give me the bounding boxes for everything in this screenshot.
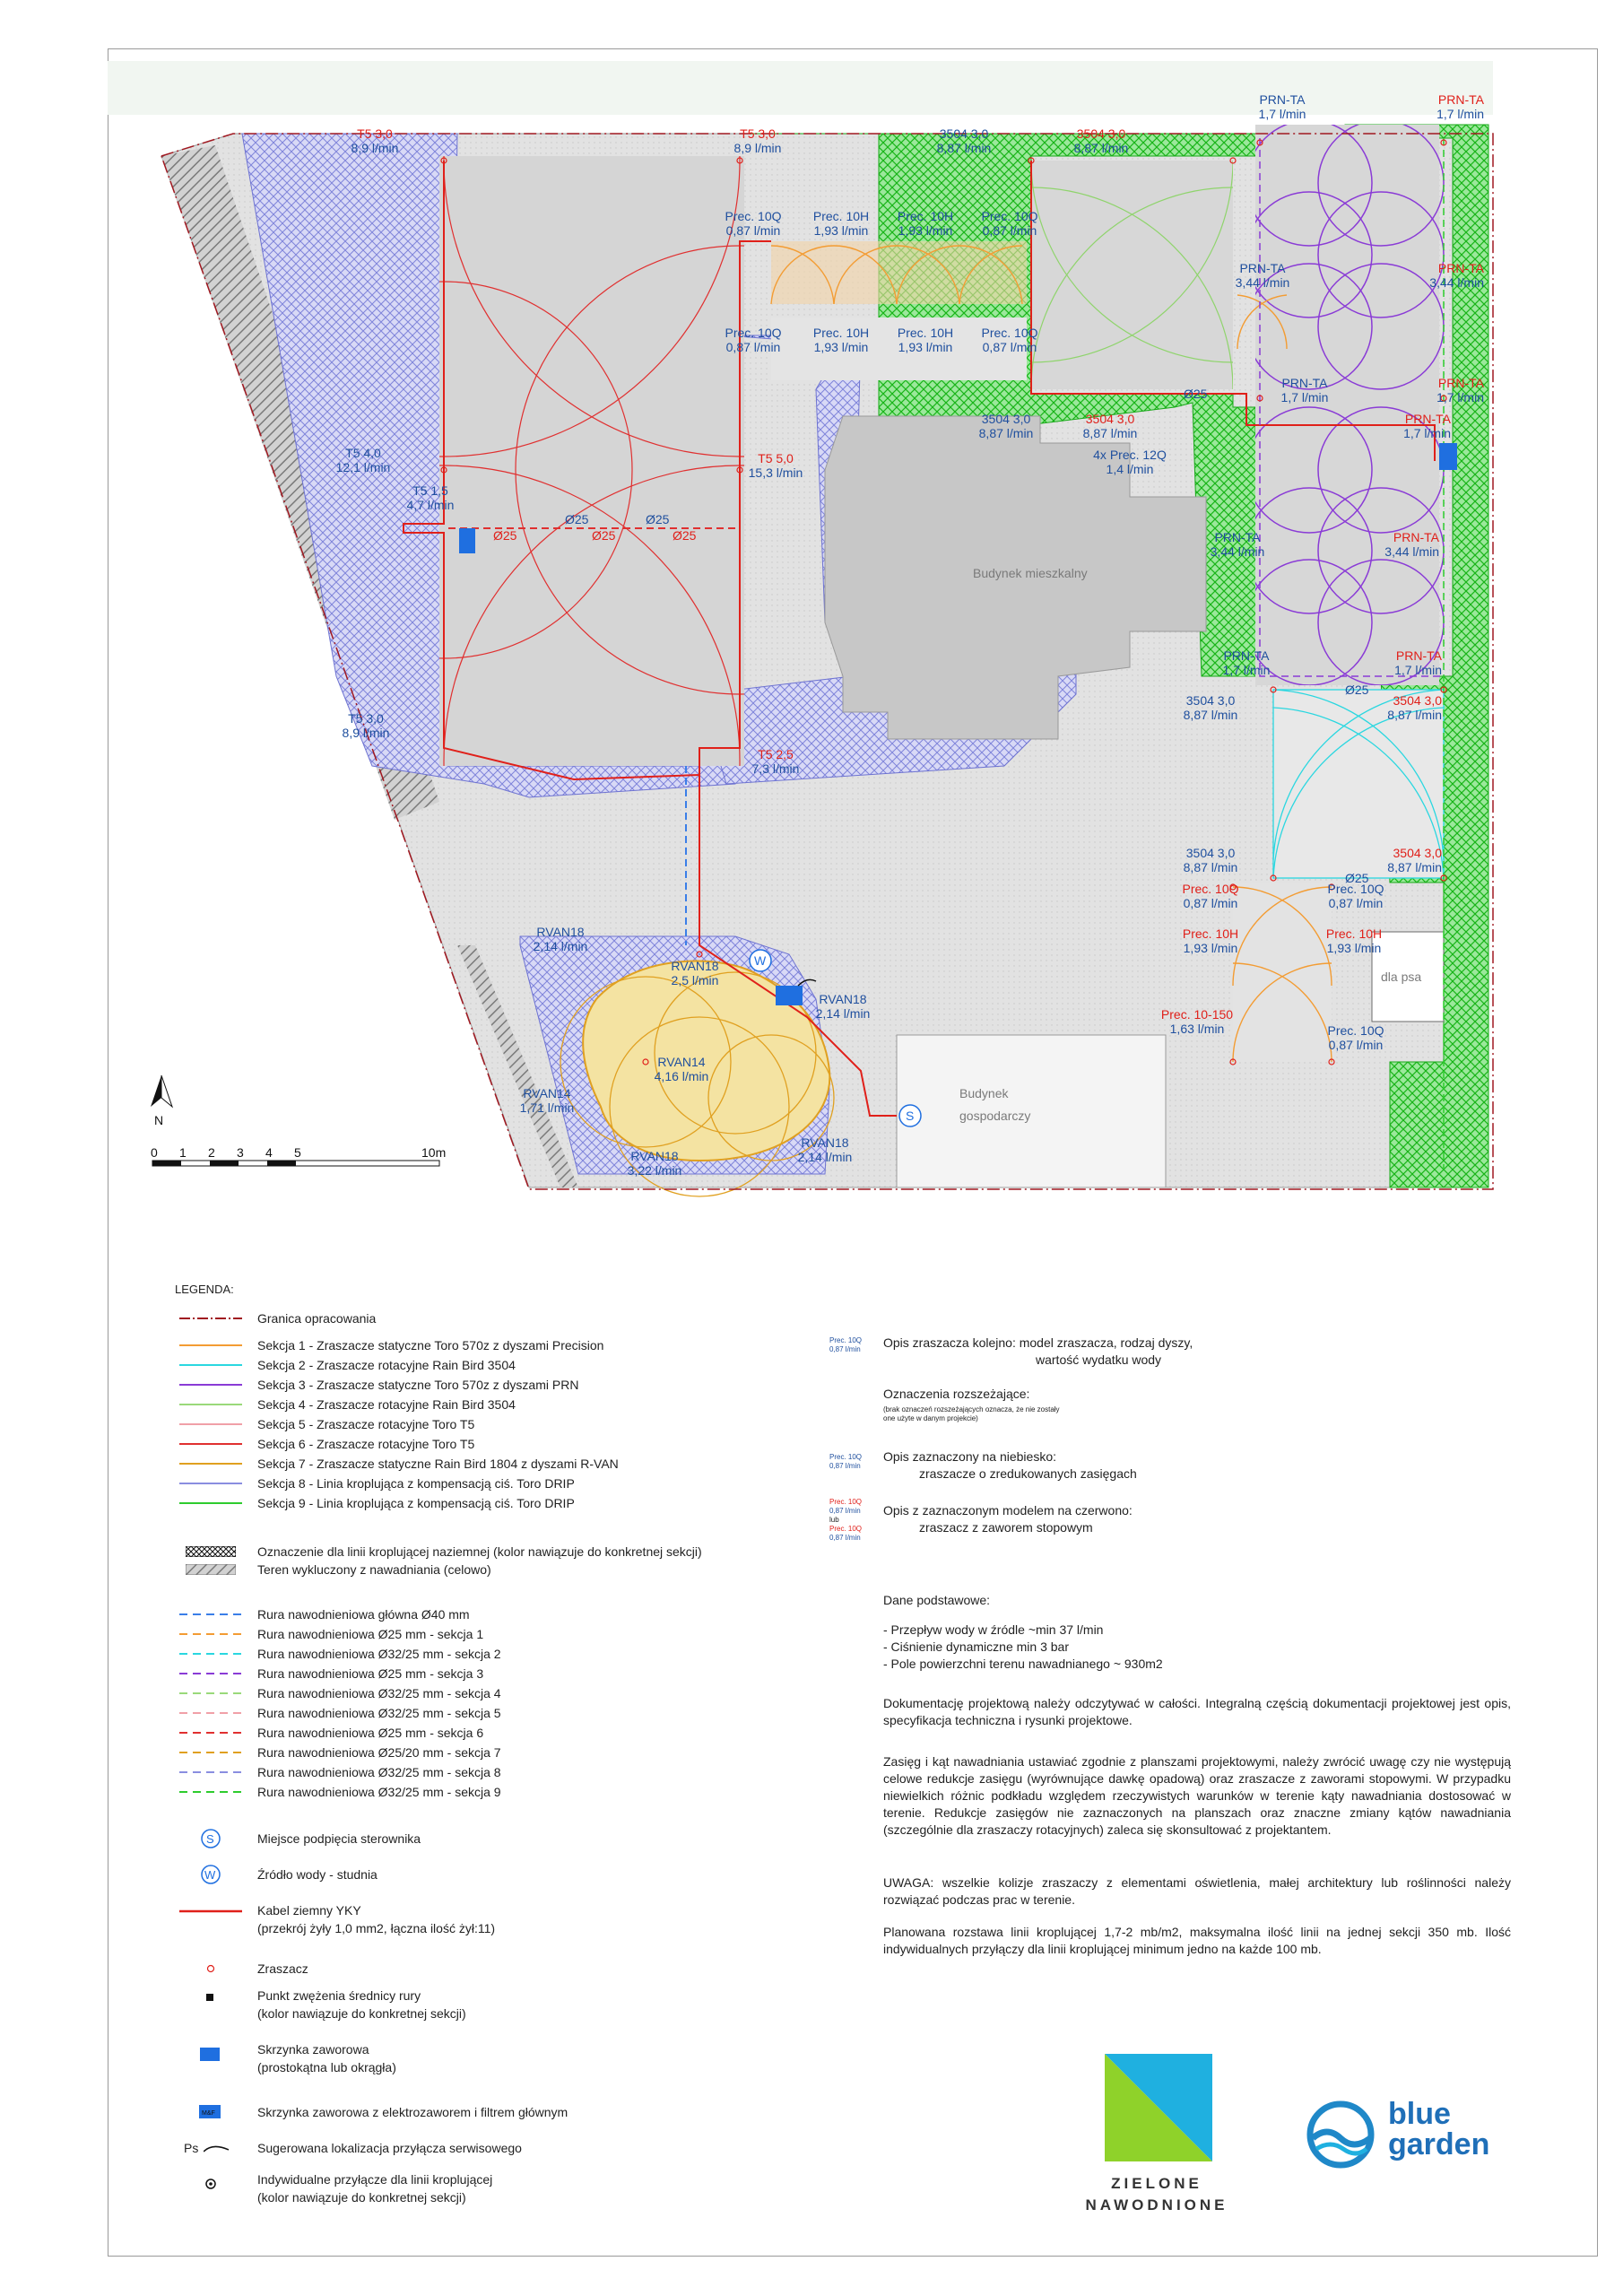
sprinkler-label: 1,93 l/min [898,340,953,354]
logo-blue-garden: blue garden [1300,2099,1489,2170]
sprinkler-label: 8,87 l/min [1073,141,1129,155]
sprinkler-label: 8,87 l/min [1082,426,1138,440]
legend-valvebox-main: M&F Skrzynka zaworowa z elektrozaworem i filtrem głównym [175,2103,568,2121]
lawn-main [439,156,744,766]
legend-pipe-9: Rura nawodnieniowa Ø32/25 mm - sekcja 8 [257,1765,501,1779]
sprinkler-label: Prec. 10Q [981,326,1038,340]
blue-desc: Opis zaznaczony na niebiesko: zraszacze o zredukowanych zasięgach [883,1449,1137,1481]
legend-pipe-2: Rura nawodnieniowa Ø25 mm - sekcja 1 [257,1627,484,1641]
sprinkler-label: 1,71 l/min [519,1100,575,1115]
sprinkler-label: RVAN18 [801,1135,849,1150]
svg-text:W: W [204,1868,216,1882]
sprinkler-label: Prec. 10Q [725,209,782,223]
sprinkler-label: 3504 3,0 [1076,126,1126,141]
svg-text:Ø25: Ø25 [1345,683,1369,697]
north-arrow [151,1075,172,1127]
svg-text:2: 2 [208,1145,215,1160]
legend-pipe-4: Rura nawodnieniowa Ø25 mm - sekcja 3 [257,1666,484,1681]
sprinkler-label: Prec. 10H [812,326,870,340]
sprinkler-label: T5 1,5 [412,483,448,498]
sprinkler-label: 8,87 l/min [1183,708,1238,722]
legend-pipe-8: Rura nawodnieniowa Ø25/20 mm - sekcja 7 [257,1745,501,1760]
sprinkler-label: 3,44 l/min [1429,275,1484,290]
house-label: Budynek mieszkalny [973,566,1088,580]
sprinkler-label: 3504 3,0 [1185,846,1236,860]
shed-label-1: Budynek [959,1086,1009,1100]
sprinkler-label: RVAN18 [671,959,719,973]
legend-area [108,1247,1596,2251]
sprinkler-label: 3,44 l/min [1235,275,1290,290]
dog-label: dla psa [1381,970,1422,984]
sprinkler-label: Prec. 10H [897,209,954,223]
legend-section-7: Sekcja 7 - Zraszacze statyczne Rain Bird 1804 z dyszami R-VAN [257,1457,619,1471]
legend-pipe-1: Rura nawodnieniowa główna Ø40 mm [257,1607,470,1622]
sprinkler-label: 1,7 l/min [1394,663,1442,677]
sprinkler-label: 1,7 l/min [1258,107,1306,121]
sprinkler-label: RVAN14 [523,1086,571,1100]
sprinkler-label: T5 3,0 [357,126,393,141]
logo-zielone-nawodnione: ZIELONE NAWODNIONE [1076,2054,1237,2214]
blue-sample: Prec. 10Q 0,87 l/min [829,1453,863,1470]
lawn-orange [1233,883,1332,1062]
para-4: Planowana rozstawa linii kroplującej 1,7-2 mb/m2, maksymalna ilość linii na jednej sekcji 350 mb. Ilość indywidualnych przyłączy dla linii kroplującej minimum jedno na każde 100 mb. [883,1925,1511,1956]
sprinkler-label: Prec. 10H [897,326,954,340]
sprinkler-label: 2,14 l/min [815,1006,871,1021]
sprinkler-label: RVAN18 [630,1149,679,1163]
sprinkler-label: 7,3 l/min [751,761,800,776]
red-desc: Opis z zaznaczonym modelem na czerwono: zraszacz z zaworem stopowym [883,1503,1133,1535]
svg-text:N: N [154,1113,164,1127]
svg-text:1: 1 [179,1145,187,1160]
legend-pipe-3: Rura nawodnieniowa Ø32/25 mm - sekcja 2 [257,1647,501,1661]
sprinkler-label: Prec. 10-150 [1160,1007,1234,1022]
basic-title: Dane podstawowe: [883,1593,991,1607]
sprinkler-label: 1,7 l/min [1222,663,1271,677]
sprinkler-label: 1,7 l/min [1280,390,1329,404]
ext-title: Oznaczenia rozszeżające: [883,1387,1030,1401]
sprinkler-label: PRN-TA [1437,261,1484,275]
legend-title: LEGENDA: [175,1283,234,1296]
svg-text:4: 4 [265,1145,273,1160]
valve-box-2 [1439,443,1457,470]
sprinkler-label: 2,14 l/min [533,939,588,953]
para-2: Zasięg i kąt nawadniania ustawiać zgodnie z planszami projektowymi, należy zwrócić uwagę czy nie występują celowe redukcje zasięgu (wyrównujące dawkę opadową) oraz zraszacze z zaworami stopowymi. W przypadku niewielkich różnic podkładu względem rzeczywistych warunków w terenie kąty nawadniania dostosować w terenie. Redukcje zasięgów nie zaznaczonych na planszach oraz znaczne zmiany kątów nawadniania (szczególnie dla zraszaczy rotacyjnych) zaleca się skonsultować z projektantem. [883,1754,1511,1837]
svg-text:Ø25: Ø25 [592,528,616,543]
svg-text:10m: 10m [421,1145,447,1160]
sprinkler-label: 0,87 l/min [1328,1038,1384,1052]
sprinkler-label: 1,93 l/min [1183,941,1238,955]
shed-label-2: gospodarczy [959,1109,1031,1123]
sprinkler-label: 3504 3,0 [981,412,1031,426]
svg-text:M&F: M&F [202,2110,215,2117]
legend-section-6: Sekcja 6 - Zraszacze rotacyjne Toro T5 [257,1437,475,1451]
sprinkler-label: 3504 3,0 [939,126,989,141]
sprinkler-label: Prec. 10Q [1327,882,1384,896]
valve-box-1 [459,528,475,553]
svg-text:3: 3 [237,1145,244,1160]
sprinkler-label: Prec. 10Q [1327,1023,1384,1038]
sprinkler-label: Prec. 10H [812,209,870,223]
sprinkler-label: 8,87 l/min [1183,860,1238,874]
sprinkler-label: 0,87 l/min [982,340,1037,354]
legend-pipe-5: Rura nawodnieniowa Ø32/25 mm - sekcja 4 [257,1686,501,1700]
sprinkler-label: 8,87 l/min [1387,708,1442,722]
sprinkler-label: 0,87 l/min [982,223,1037,238]
sprinkler-label: 1,93 l/min [898,223,953,238]
sprinkler-label: 15,3 l/min [748,465,803,480]
legend-drip-connector: Indywidualne przyłącze dla linii kroplującej (kolor nawiązuje do konkretnej sekcji) [175,2170,492,2213]
sprinkler-label: T5 2,5 [758,747,794,761]
sprinkler-label: PRN-TA [1223,648,1270,663]
legend-cable: Kabel ziemny YKY (przekrój żyły 1,0 mm2, łączna ilość żył:11) [257,1903,496,1935]
sprinkler-label: 3,44 l/min [1210,544,1265,559]
sprinkler-label: Prec. 10Q [981,209,1038,223]
sprinkler-label: 0,87 l/min [725,340,781,354]
zielone-logo-mark [1105,2054,1212,2161]
sprinkler-label: 8,87 l/min [978,426,1034,440]
sprinkler-label: T5 5,0 [758,451,794,465]
sprinkler-label: RVAN18 [536,925,585,939]
sprinkler-label: T5 3,0 [740,126,776,141]
sprinkler-label: 1,7 l/min [1403,426,1451,440]
sprinkler-label: PRN-TA [1437,376,1484,390]
sprinkler-label: 3504 3,0 [1393,693,1442,708]
svg-text:Ø25: Ø25 [673,528,697,543]
legend-section-9: Sekcja 9 - Linia kroplująca z kompensacją ciś. Toro DRIP [257,1496,575,1510]
svg-text:Ø25: Ø25 [1184,387,1208,401]
sprinkler-label: PRN-TA [1281,376,1328,390]
controller-letter: S [906,1109,915,1123]
sprinkler-label: PRN-TA [1393,530,1439,544]
sprinkler-label: T5 3,0 [348,711,384,726]
legend-source: W Źródło wody - studnia [175,1866,378,1883]
legend-hatch: Oznaczenie dla linii kroplującej naziemnej (kolor nawiązuje do konkretnej sekcji) [175,1543,702,1561]
sprinkler-label: RVAN18 [819,992,867,1006]
water-source-letter: W [754,953,767,968]
sprinkler-label: 4,7 l/min [406,498,455,512]
blue-garden-logo-mark [1300,2099,1381,2170]
sprinkler-label: Prec. 10H [1182,926,1239,941]
legend-section-4: Sekcja 4 - Zraszacze rotacyjne Rain Bird 3504 [257,1397,516,1412]
svg-text:Ø25: Ø25 [493,528,517,543]
sprinkler-label: T5 4,0 [345,446,381,460]
sprinkler-label: 3,22 l/min [627,1163,682,1178]
basic-list: - Przepływ wody w źródle ~min 37 l/min - Ciśnienie dynamiczne min 3 bar - Pole powierzchni terenu nawadnianego ~ 930m2 [883,1622,1163,1671]
sprinkler-label: 1,93 l/min [1326,941,1382,955]
scale-bar [151,1145,446,1166]
legend-boundary: Granica opracowania [257,1311,377,1326]
legend-sprinkler: Zraszacz [175,1960,308,1978]
desc-text: Opis zraszacza kolejno: model zraszacza, rodzaj dyszy, wartość wydatku wody [883,1335,1193,1367]
ext-note: (brak oznaczeń rozszeżających oznacza, że nie zostały one użyte w danym projekcie) [883,1405,1060,1422]
sample-desc: Prec. 10Q 0,87 l/min [829,1336,863,1353]
sprinkler-label: 1,93 l/min [813,223,869,238]
legend-pipe-6: Rura nawodnieniowa Ø32/25 mm - sekcja 5 [257,1706,501,1720]
sprinkler-label: PRN-TA [1259,92,1306,107]
sprinkler-label: 8,87 l/min [1387,860,1442,874]
sprinkler-label: PRN-TA [1437,92,1484,107]
sprinkler-label: 2,5 l/min [671,973,719,987]
sprinkler-label: 1,4 l/min [1106,462,1154,476]
shed-footprint [897,1035,1166,1187]
red-sample: Prec. 10Q 0,87 l/min lub Prec. 10Q 0,87 l/min [829,1498,863,1542]
sprinkler-label: 12,1 l/min [335,460,391,474]
sprinkler-label: PRN-TA [1239,261,1286,275]
sprinkler-label: 4,16 l/min [654,1069,709,1083]
legend-section-8: Sekcja 8 - Linia kroplująca z kompensacją ciś. Toro DRIP [257,1476,575,1491]
sprinkler-label: 8,9 l/min [342,726,390,740]
legend-section-2: Sekcja 2 - Zraszacze rotacyjne Rain Bird 3504 [257,1358,516,1372]
sprinkler-label: 1,63 l/min [1169,1022,1225,1036]
legend-section-3: Sekcja 3 - Zraszacze statyczne Toro 570z z dyszami PRN [257,1378,579,1392]
sprinkler-label: PRN-TA [1214,530,1261,544]
legend-reduction: Punkt zwężenia średnicy rury (kolor nawiązuje do konkretnej sekcji) [175,1987,466,2030]
sprinkler-label: 3504 3,0 [1185,693,1236,708]
svg-text:5: 5 [294,1145,301,1160]
lawn-top [1031,161,1233,389]
legend-section-1: Sekcja 1 - Zraszacze statyczne Toro 570z z dyszami Precision [257,1338,604,1352]
sprinkler-label: 0,87 l/min [1328,896,1384,910]
sprinkler-label: 8,9 l/min [351,141,399,155]
sprinkler-label: 1,7 l/min [1436,390,1484,404]
sprinkler-label: 3504 3,0 [1393,846,1442,860]
sprinkler-label: PRN-TA [1395,648,1442,663]
para-3: UWAGA: wszelkie kolizje zraszaczy z elementami oświetlenia, małej architektury lub roślinności należy rozwiązać podczas prac w terenie. [883,1875,1511,1907]
sprinkler-label: 8,9 l/min [733,141,782,155]
legend-pipe-7: Rura nawodnieniowa Ø25 mm - sekcja 6 [257,1726,484,1740]
sprinkler-label: 8,87 l/min [936,141,992,155]
para-1: Dokumentację projektową należy odczytywać w całości. Integralną częścią dokumentacji projektowej jest opis, specyfikacja techniczna i rysunki projektowe. [883,1696,1511,1727]
sprinkler-label: 4x Prec. 12Q [1093,448,1167,462]
sprinkler-label: 0,87 l/min [725,223,781,238]
sprinkler-label: 1,93 l/min [813,340,869,354]
legend-controller: S Miejsce podpięcia sterownika [175,1830,421,1848]
svg-text:S: S [206,1832,214,1846]
valve-box-main [776,986,803,1005]
sprinkler-label: 1,7 l/min [1436,107,1484,121]
legend-valvebox: Skrzynka zaworowa (prostokątna lub okrągła) [175,2040,396,2083]
legend-service: Ps Sugerowana lokalizacja przyłącza serwisowego [184,2141,522,2155]
legend-section-5: Sekcja 5 - Zraszacze rotacyjne Toro T5 [257,1417,475,1431]
sprinkler-label: 2,14 l/min [797,1150,853,1164]
sprinkler-label: RVAN14 [657,1055,706,1069]
svg-text:0: 0 [151,1145,158,1160]
sprinkler-label: 0,87 l/min [1183,896,1238,910]
legend-excluded: Teren wykluczony z nawadniania (celowo) [175,1561,491,1578]
svg-text:Ø25: Ø25 [646,512,670,526]
legend-pipe-10: Rura nawodnieniowa Ø32/25 mm - sekcja 9 [257,1785,501,1799]
sprinkler-label: 3504 3,0 [1085,412,1135,426]
sprinkler-label: Prec. 10H [1325,926,1383,941]
svg-text:Ø25: Ø25 [1345,871,1369,885]
sprinkler-label: Prec. 10Q [725,326,782,340]
sprinkler-label: 3,44 l/min [1384,544,1439,559]
svg-text:Ø25: Ø25 [565,512,589,526]
site-plan [108,48,1506,1205]
sprinkler-label: Prec. 10Q [1182,882,1239,896]
sprinkler-label: PRN-TA [1404,412,1451,426]
